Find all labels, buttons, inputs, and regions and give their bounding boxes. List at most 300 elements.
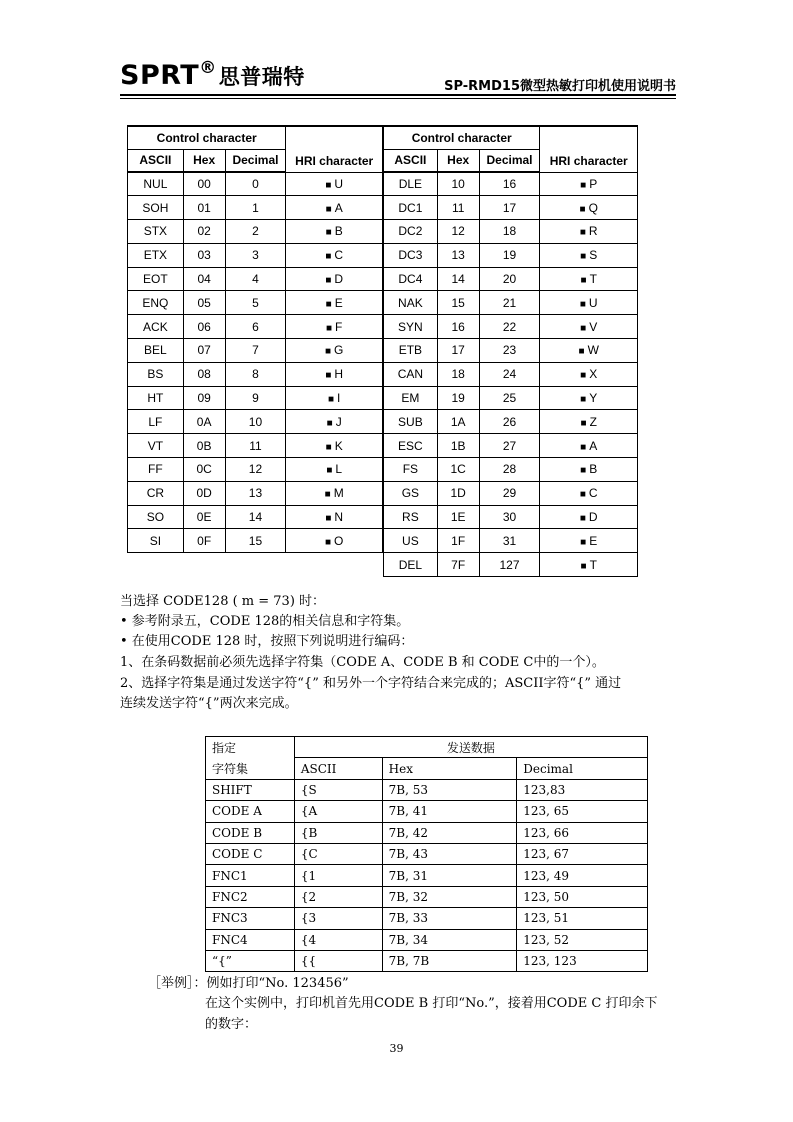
hri-cell — [286, 410, 383, 434]
decimal-cell: 2 — [225, 220, 286, 244]
logo-text: SPRT — [120, 60, 200, 91]
hex-cell: 7B, 34 — [382, 929, 517, 950]
hri-cell — [540, 243, 638, 267]
decimal-cell: 22 — [479, 315, 540, 339]
ascii-cell: DC4 — [384, 267, 438, 291]
decimal-cell: 29 — [479, 481, 540, 505]
hri-char: A — [334, 200, 343, 215]
table-row — [384, 481, 638, 505]
hri-char: F — [335, 319, 343, 334]
table-row — [384, 196, 638, 220]
decimal-cell: 21 — [479, 291, 540, 315]
decimal-cell: 19 — [479, 243, 540, 267]
hri-char: I — [337, 391, 341, 406]
ascii-cell: VT — [128, 434, 184, 458]
square-icon: ■ — [579, 227, 586, 239]
header-rule — [120, 94, 676, 96]
hri-char: U — [334, 176, 344, 191]
hex-cell: 19 — [437, 386, 479, 410]
ascii-cell: SYN — [384, 315, 438, 339]
hex-cell: 01 — [183, 196, 225, 220]
ascii-cell: LF — [128, 410, 184, 434]
table-row — [128, 339, 383, 363]
decimal-cell: 28 — [479, 458, 540, 482]
ascii-cell: FS — [384, 458, 438, 482]
hri-char: D — [334, 272, 344, 287]
col-hex: Hex — [437, 149, 479, 172]
hri-char: C — [334, 248, 344, 263]
square-icon: ■ — [324, 489, 331, 501]
hex-cell: 7F — [437, 553, 479, 577]
ascii-cell: NAK — [384, 291, 438, 315]
ascii-cell: BS — [128, 362, 184, 386]
hex-cell: 05 — [183, 291, 225, 315]
square-icon: ■ — [579, 489, 586, 501]
hri-cell — [540, 458, 638, 482]
hri-cell — [540, 505, 638, 529]
header-rule-thin — [120, 98, 676, 99]
decimal-cell: 14 — [225, 505, 286, 529]
ascii-cell: ESC — [384, 434, 438, 458]
hri-cell — [540, 196, 638, 220]
hri-cell — [540, 434, 638, 458]
hex-cell: 07 — [183, 339, 225, 363]
hri-cell — [286, 267, 383, 291]
hri-cell — [540, 386, 638, 410]
hri-char: C — [588, 486, 598, 501]
ascii-cell: US — [384, 529, 438, 553]
ascii-cell: {S — [294, 779, 382, 800]
table-row — [128, 505, 383, 529]
table-row — [384, 172, 638, 196]
ascii-cell: DC2 — [384, 220, 438, 244]
charset-name-cell: CODE A — [206, 801, 295, 822]
example-text: 的数字： — [205, 1017, 258, 1032]
decimal-cell: 123, 65 — [517, 801, 648, 822]
table-row — [206, 908, 648, 929]
ascii-cell: GS — [384, 481, 438, 505]
table-row — [206, 865, 648, 886]
hri-cell — [286, 481, 383, 505]
table-row — [128, 291, 383, 315]
hri-char: O — [334, 533, 344, 548]
ascii-cell: DLE — [384, 172, 438, 196]
ascii-cell: {C — [294, 843, 382, 864]
ascii-cell: ACK — [128, 315, 184, 339]
charset-name-cell: FNC2 — [206, 886, 295, 907]
ascii-cell: DC3 — [384, 243, 438, 267]
square-icon: ■ — [580, 441, 587, 453]
table-row — [128, 172, 383, 196]
square-icon: ■ — [580, 275, 587, 287]
table-row — [384, 505, 638, 529]
table-row — [128, 362, 383, 386]
square-icon: ■ — [325, 275, 332, 287]
decimal-cell: 123, 67 — [517, 843, 648, 864]
col-ascii: ASCII — [384, 149, 438, 172]
square-icon: ■ — [325, 203, 332, 215]
table-row — [206, 886, 648, 907]
ascii-cell: {2 — [294, 886, 382, 907]
table-row — [128, 458, 383, 482]
hex-cell: 7B, 41 — [382, 801, 517, 822]
decimal-cell: 17 — [479, 196, 540, 220]
decimal-cell: 23 — [479, 339, 540, 363]
hri-char: Q — [588, 200, 598, 215]
hri-char: B — [334, 224, 343, 239]
square-icon: ■ — [325, 227, 332, 239]
decimal-cell: 0 — [225, 172, 286, 196]
hri-char: T — [589, 557, 597, 572]
bullet-line: • 在使用CODE 128 时，按照下列说明进行编码： — [120, 634, 414, 649]
decimal-cell: 123, 50 — [517, 886, 648, 907]
square-icon: ■ — [325, 179, 332, 191]
square-icon: ■ — [325, 536, 332, 548]
table-row — [128, 481, 383, 505]
charset-name-cell: CODE B — [206, 822, 295, 843]
ascii-cell: {A — [294, 801, 382, 822]
table-row — [128, 243, 383, 267]
square-icon: ■ — [328, 394, 335, 406]
square-icon: ■ — [326, 465, 333, 477]
hri-cell — [540, 410, 638, 434]
table-row — [206, 950, 648, 971]
brand-logo — [120, 58, 305, 91]
hri-cell — [540, 529, 638, 553]
charset-name-cell: CODE C — [206, 843, 295, 864]
decimal-cell: 8 — [225, 362, 286, 386]
decimal-cell: 13 — [225, 481, 286, 505]
hex-cell: 03 — [183, 243, 225, 267]
square-icon: ■ — [580, 536, 587, 548]
hex-cell: 1C — [437, 458, 479, 482]
hri-cell — [286, 196, 383, 220]
decimal-cell: 127 — [479, 553, 540, 577]
square-icon: ■ — [325, 346, 332, 358]
col-decimal: Decimal — [225, 149, 286, 172]
hri-char: D — [588, 510, 598, 525]
decimal-cell: 27 — [479, 434, 540, 458]
hex-cell: 09 — [183, 386, 225, 410]
table-row — [384, 458, 638, 482]
numbered-line: 2、选择字符集是通过发送字符“{” 和另外一个字符结合来完成的；ASCII字符“{” 通过 — [120, 676, 622, 691]
hri-cell — [540, 553, 638, 577]
table-row — [128, 410, 383, 434]
square-icon: ■ — [579, 203, 586, 215]
hex-cell: 0B — [183, 434, 225, 458]
hri-cell — [540, 481, 638, 505]
ascii-cell: BEL — [128, 339, 184, 363]
charset-name-cell: FNC1 — [206, 865, 295, 886]
ascii-cell: EM — [384, 386, 438, 410]
hri-cell — [286, 315, 383, 339]
table-row — [384, 410, 638, 434]
hri-char: X — [589, 367, 598, 382]
decimal-cell: 123,83 — [517, 779, 648, 800]
decimal-cell: 16 — [479, 172, 540, 196]
decimal-cell: 6 — [225, 315, 286, 339]
decimal-cell: 123, 66 — [517, 822, 648, 843]
hri-char: U — [588, 295, 598, 310]
hri-cell — [540, 220, 638, 244]
hex-cell: 1F — [437, 529, 479, 553]
square-icon: ■ — [579, 298, 586, 310]
hri-char: L — [335, 462, 343, 477]
charset-name-cell: “{” — [206, 950, 295, 971]
table-row — [384, 386, 638, 410]
group-header: Control character — [384, 126, 540, 149]
hex-cell: 00 — [183, 172, 225, 196]
hex-cell: 7B, 53 — [382, 779, 517, 800]
ascii-cell: ENQ — [128, 291, 184, 315]
ascii-cell: {B — [294, 822, 382, 843]
hri-char: J — [335, 414, 342, 429]
hri-char: A — [589, 438, 598, 453]
ascii-cell: {4 — [294, 929, 382, 950]
hri-cell — [286, 362, 383, 386]
col-decimal: Decimal — [517, 758, 648, 779]
hri-cell — [540, 339, 638, 363]
table-row — [384, 315, 638, 339]
hri-cell — [286, 529, 383, 553]
table-row — [384, 434, 638, 458]
table-row — [384, 529, 638, 553]
decimal-cell: 26 — [479, 410, 540, 434]
hri-char: E — [334, 295, 343, 310]
hex-cell: 0F — [183, 529, 225, 553]
ascii-cell: RS — [384, 505, 438, 529]
charset-name-cell: FNC4 — [206, 929, 295, 950]
hex-cell: 15 — [437, 291, 479, 315]
hex-cell: 17 — [437, 339, 479, 363]
charset-name-cell: FNC3 — [206, 908, 295, 929]
ascii-cell: ETB — [384, 339, 438, 363]
decimal-cell: 31 — [479, 529, 540, 553]
hri-char: K — [334, 438, 343, 453]
square-icon: ■ — [580, 322, 587, 334]
hri-char: R — [588, 224, 598, 239]
hex-cell: 10 — [437, 172, 479, 196]
hex-cell: 0C — [183, 458, 225, 482]
hex-cell: 1E — [437, 505, 479, 529]
square-icon: ■ — [325, 251, 332, 263]
hri-char: P — [589, 176, 598, 191]
square-icon: ■ — [580, 465, 587, 477]
decimal-cell: 11 — [225, 434, 286, 458]
table-row — [384, 291, 638, 315]
col-ascii: ASCII — [128, 149, 184, 172]
hri-char: Y — [589, 391, 598, 406]
col-decimal: Decimal — [479, 149, 540, 172]
ascii-cell: {3 — [294, 908, 382, 929]
hri-cell — [286, 291, 383, 315]
col-hex: Hex — [183, 149, 225, 172]
col-hri: HRI character — [540, 126, 638, 172]
decimal-cell: 1 — [225, 196, 286, 220]
hex-cell: 7B, 7B — [382, 950, 517, 971]
head-specify: 指定 — [206, 737, 295, 758]
table-row — [128, 267, 383, 291]
hex-cell: 7B, 42 — [382, 822, 517, 843]
hex-cell: 08 — [183, 362, 225, 386]
table-row — [206, 779, 648, 800]
ascii-cell: SUB — [384, 410, 438, 434]
hex-cell: 1D — [437, 481, 479, 505]
decimal-cell: 123, 49 — [517, 865, 648, 886]
table-row — [128, 315, 383, 339]
hex-cell: 7B, 33 — [382, 908, 517, 929]
hri-char: V — [589, 319, 598, 334]
head-charset: 字符集 — [206, 758, 295, 779]
hex-cell: 0E — [183, 505, 225, 529]
ascii-cell: DC1 — [384, 196, 438, 220]
square-icon: ■ — [580, 560, 587, 572]
square-icon: ■ — [326, 417, 333, 429]
control-char-table-left — [127, 125, 383, 553]
table-row — [206, 929, 648, 950]
ascii-cell: DEL — [384, 553, 438, 577]
text-line: 当选择 CODE128 ( m = 73) 时： — [120, 594, 326, 609]
square-icon: ■ — [326, 322, 333, 334]
hri-cell — [286, 220, 383, 244]
hex-cell: 16 — [437, 315, 479, 339]
ascii-cell: FF — [128, 458, 184, 482]
decimal-cell: 9 — [225, 386, 286, 410]
ascii-cell: HT — [128, 386, 184, 410]
decimal-cell: 15 — [225, 529, 286, 553]
hri-char: M — [333, 486, 344, 501]
hri-cell — [540, 267, 638, 291]
ascii-cell: {{ — [294, 950, 382, 971]
hex-cell: 7B, 43 — [382, 843, 517, 864]
square-icon: ■ — [580, 370, 587, 382]
registered-mark: ® — [199, 58, 217, 78]
decimal-cell: 7 — [225, 339, 286, 363]
hex-cell: 06 — [183, 315, 225, 339]
table-row — [206, 822, 648, 843]
decimal-cell: 18 — [479, 220, 540, 244]
hex-cell: 12 — [437, 220, 479, 244]
hri-cell — [286, 243, 383, 267]
decimal-cell: 30 — [479, 505, 540, 529]
hri-char: H — [334, 367, 344, 382]
hri-char: B — [589, 462, 598, 477]
table-row — [128, 529, 383, 553]
ascii-cell: NUL — [128, 172, 184, 196]
hex-cell: 02 — [183, 220, 225, 244]
hex-cell: 04 — [183, 267, 225, 291]
decimal-cell: 12 — [225, 458, 286, 482]
hri-char: E — [589, 533, 598, 548]
col-hex: Hex — [382, 758, 517, 779]
hri-cell — [540, 172, 638, 196]
ascii-cell: SOH — [128, 196, 184, 220]
table-row — [128, 196, 383, 220]
table-row — [384, 553, 638, 577]
square-icon: ■ — [580, 394, 587, 406]
square-icon: ■ — [580, 417, 587, 429]
decimal-cell: 10 — [225, 410, 286, 434]
ascii-cell: {1 — [294, 865, 382, 886]
square-icon: ■ — [325, 370, 332, 382]
table-row — [384, 362, 638, 386]
square-icon: ■ — [579, 513, 586, 525]
charset-select-table — [205, 736, 648, 972]
hex-cell: 13 — [437, 243, 479, 267]
logo-chinese: 思普瑞特 — [218, 65, 305, 89]
manual-title: SP-RMD15微型热敏打印机使用说明书 — [444, 79, 676, 94]
hri-cell — [540, 291, 638, 315]
ascii-cell: SO — [128, 505, 184, 529]
hri-char: W — [587, 343, 599, 358]
hex-cell: 1B — [437, 434, 479, 458]
numbered-line: 1、在条码数据前必须先选择字符集（CODE A、CODE B 和 CODE C中的一个）。 — [120, 655, 605, 670]
table-row — [206, 843, 648, 864]
hex-cell: 18 — [437, 362, 479, 386]
table-row — [128, 220, 383, 244]
table-row — [384, 267, 638, 291]
hri-char: T — [589, 272, 597, 287]
hex-cell: 1A — [437, 410, 479, 434]
table-row — [128, 434, 383, 458]
hri-cell — [286, 172, 383, 196]
hri-cell — [540, 362, 638, 386]
ascii-cell: ETX — [128, 243, 184, 267]
ascii-cell: SI — [128, 529, 184, 553]
hri-cell — [286, 339, 383, 363]
col-ascii: ASCII — [294, 758, 382, 779]
square-icon: ■ — [580, 179, 587, 191]
text-line: 连续发送字符“{”两次来完成。 — [120, 696, 298, 711]
group-header: Control character — [128, 126, 286, 149]
decimal-cell: 25 — [479, 386, 540, 410]
hri-char: Z — [589, 414, 597, 429]
decimal-cell: 4 — [225, 267, 286, 291]
table-row — [384, 220, 638, 244]
table-row — [128, 386, 383, 410]
hex-cell: 11 — [437, 196, 479, 220]
control-char-table-right — [383, 125, 638, 577]
hri-cell — [286, 505, 383, 529]
decimal-cell: 20 — [479, 267, 540, 291]
hex-cell: 7B, 32 — [382, 886, 517, 907]
hex-cell: 14 — [437, 267, 479, 291]
hri-char: S — [589, 248, 598, 263]
table-row — [206, 801, 648, 822]
square-icon: ■ — [325, 441, 332, 453]
hri-cell — [286, 434, 383, 458]
decimal-cell: 123, 123 — [517, 950, 648, 971]
hri-cell — [540, 315, 638, 339]
ascii-cell: CAN — [384, 362, 438, 386]
page-number: 39 — [389, 1042, 404, 1055]
col-hri: HRI character — [286, 126, 383, 172]
square-icon: ■ — [580, 251, 587, 263]
ascii-cell: EOT — [128, 267, 184, 291]
hex-cell: 0A — [183, 410, 225, 434]
square-icon: ■ — [578, 346, 585, 358]
bullet-line: • 参考附录五，CODE 128的相关信息和字符集。 — [120, 614, 410, 629]
hri-cell — [286, 458, 383, 482]
head-send-data: 发送数据 — [294, 737, 647, 758]
decimal-cell: 24 — [479, 362, 540, 386]
example-text: 在这个实例中，打印机首先用CODE B 打印“No.”，接着用CODE C 打印余下 — [205, 996, 658, 1011]
decimal-cell: 3 — [225, 243, 286, 267]
ascii-cell: CR — [128, 481, 184, 505]
hri-char: G — [334, 343, 344, 358]
example-label: ［举例］：例如打印“No. 123456” — [148, 976, 349, 991]
hex-cell: 7B, 31 — [382, 865, 517, 886]
